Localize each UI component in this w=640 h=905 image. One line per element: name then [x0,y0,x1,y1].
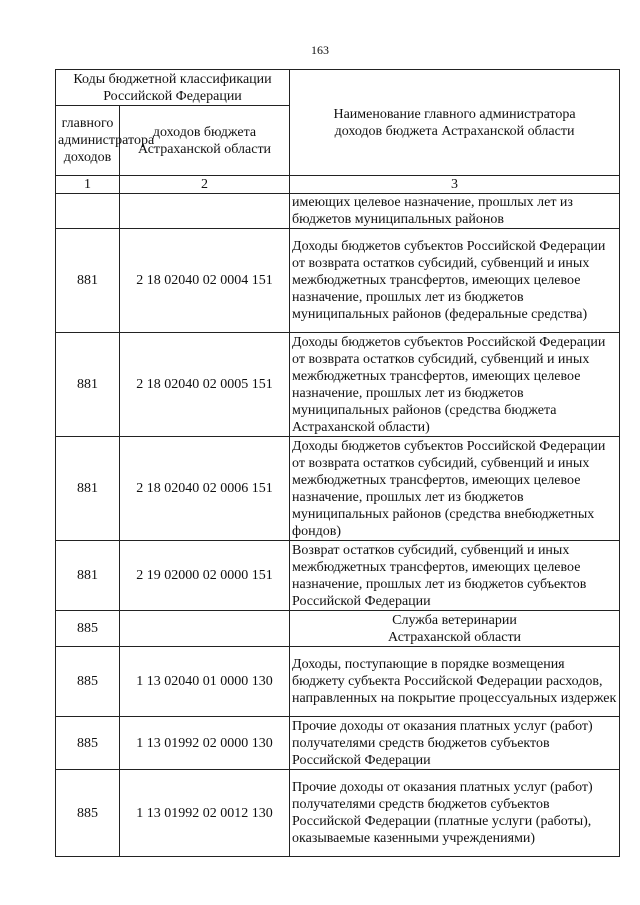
admin-code-cell [56,194,120,229]
revenue-code-cell: 1 13 01992 02 0000 130 [120,717,290,770]
admin-code-cell: 881 [56,437,120,541]
header-admin-code: главного администратора доходов [56,106,120,176]
header-revenue-code: доходов бюджета Астраханской области [120,106,290,176]
table-row [56,717,620,770]
revenue-name-cell: имеющих целевое назначение, прошлых лет из бюджетов муниципальных районов [290,194,620,229]
revenue-name-cell: Доходы бюджетов субъектов Российской Федерации от возврата остатков субсидий, субвенций и иных межбюджетных трансфертов, имеющих целевое назначение, прошлых лет из бюджетов муниципальных районов (средства бюджета Астраханской области) [290,333,620,437]
revenue-code-cell: 2 18 02040 02 0005 151 [120,333,290,437]
table-row [56,541,620,611]
revenue-code-cell: 1 13 01992 02 0012 130 [120,770,290,857]
budget-classification-table [55,69,620,857]
header-codes-group: Коды бюджетной классификации Российской Федерации [56,70,290,106]
revenue-name-cell: Доходы, поступающие в порядке возмещения бюджету субъекта Российской Федерации расходов, направленных на покрытие процессуальных издержек [290,647,620,717]
header-num-3: 3 [290,176,620,194]
revenue-code-cell: 2 18 02040 02 0004 151 [120,229,290,333]
admin-code-cell: 885 [56,717,120,770]
admin-code-cell: 885 [56,770,120,857]
table-row [56,770,620,857]
revenue-code-cell: 1 13 02040 01 0000 130 [120,647,290,717]
admin-code-cell: 885 [56,611,120,647]
revenue-name-cell: Доходы бюджетов субъектов Российской Федерации от возврата остатков субсидий, субвенций и иных межбюджетных трансфертов, имеющих целевое назначение, прошлых лет из бюджетов муниципальных районов (средства внебюджетных фондов) [290,437,620,541]
table-row [56,437,620,541]
revenue-name-cell: Возврат остатков субсидий, субвенций и иных межбюджетных трансфертов, имеющих целевое назначение, прошлых лет из бюджетов субъектов Российской Федерации [290,541,620,611]
admin-code-cell: 885 [56,647,120,717]
revenue-code-cell [120,611,290,647]
revenue-name-cell: Прочие доходы от оказания платных услуг (работ) получателями средств бюджетов субъектов Российской Федерации (платные услуги (работы), оказываемые казенными учреждениями) [290,770,620,857]
table-row [56,333,620,437]
admin-code-cell: 881 [56,229,120,333]
revenue-name-cell: Прочие доходы от оказания платных услуг (работ) получателями средств бюджетов субъектов Российской Федерации [290,717,620,770]
admin-code-cell: 881 [56,333,120,437]
table-row [56,194,620,229]
page-number: 163 [311,43,329,57]
admin-code-cell: 881 [56,541,120,611]
revenue-code-cell: 2 18 02040 02 0006 151 [120,437,290,541]
revenue-name-cell: Доходы бюджетов субъектов Российской Федерации от возврата остатков субсидий, субвенций и иных межбюджетных трансфертов, имеющих целевое назначение, прошлых лет из бюджетов муниципальных районов (федеральные средства) [290,229,620,333]
header-num-1: 1 [56,176,120,194]
table-row [56,647,620,717]
header-admin-name: Наименование главного администратора доходов бюджета Астраханской области [290,70,620,176]
table-row [56,611,620,647]
table-row [56,229,620,333]
administrator-name-cell: Служба ветеринарии Астраханской области [290,611,620,647]
header-num-2: 2 [120,176,290,194]
revenue-code-cell: 2 19 02000 02 0000 151 [120,541,290,611]
revenue-code-cell [120,194,290,229]
